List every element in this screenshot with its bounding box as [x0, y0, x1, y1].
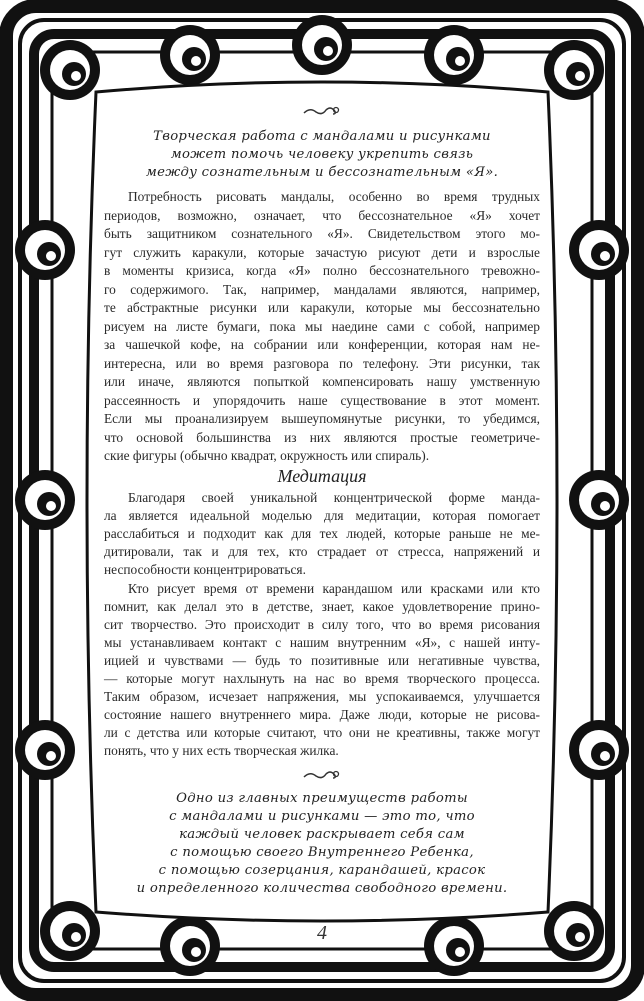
text-line: неспособности концентрироваться. [104, 562, 306, 578]
text-line: ские фигуры (обычно квадрат, окружность или спираль). [104, 448, 430, 463]
text-line: понять, что у них есть творческая жилка. [104, 743, 339, 759]
text-line: го содержимого. Так, например, мандалами являются, например, [104, 281, 540, 297]
quote-line: с мандалами и рисунками — это то, что [169, 809, 475, 824]
flourish-ornament-bottom [302, 768, 342, 782]
quote-line: может помочь человеку укрепить связь [170, 147, 474, 162]
quote-line: между сознательным и бессознательным «Я». [145, 165, 499, 180]
quote-line: Одно из главных преимуществ работы [176, 791, 468, 806]
text-line: состояние нашего внутреннего мира. Даже люди, которые не рисова- [104, 707, 540, 723]
text-line: периодов, возможно, означает, что бессознательное «Я» хочет [104, 207, 540, 223]
text-line: ицией и чувствами — будь то позитивные или негативные чувства, [104, 652, 540, 668]
quote-line: с помощью созерцания, карандашей, красок [158, 863, 486, 878]
text-line: или иначе, являются попыткой компенсировать нашу умственную [104, 374, 540, 389]
text-line: за чашечкой кофе, на собрании или конференции, которая нам не- [104, 337, 540, 352]
quote-line: и определенного количества свободного времени. [136, 881, 508, 896]
text-line: Если мы проанализируем вышеупомянутые рисунки, то убедимся, [104, 411, 540, 426]
text-line: что основой большинства из них являются простые геометриче- [104, 429, 540, 445]
page-number: 4 [317, 922, 327, 944]
text-line: рассеянность и упорядочить наше существование в этот момент. [104, 392, 540, 408]
text-line: сит творчество. Это происходит в силу того, что во время рисования [104, 616, 540, 632]
flourish-ornament-top [302, 104, 342, 118]
text-line: Таким образом, исчезает напряжения, мы успокаиваемся, улучшается [104, 689, 540, 705]
text-line: интересна, или во время разговора по телефону. Эти рисунки, так [104, 355, 540, 371]
text-line: мы устанавливаем контакт с нашим внутренним «Я», с нашей инту- [104, 634, 540, 650]
text-line: Благодаря своей уникальной концентрической форме манда- [128, 490, 540, 505]
text-line: ли с детства или которые считают, что они не креативны, также могут [104, 725, 540, 741]
text-line: — которые могут нахлынуть на нас во время творческого процесса. [104, 671, 540, 686]
text-line: дитировали, так и для тех, кто страдает от стресса, напряжений и [104, 544, 540, 560]
text-line: помнит, как делал это в детстве, знает, какое удовлетворение прино- [104, 598, 540, 614]
text-line: Потребность рисовать мандалы, особенно во время трудных [128, 189, 540, 204]
text-line: Кто рисует время от времени карандашом или красками или кто [128, 580, 540, 596]
text-line: расслабиться и подходит как для тех людей, которые раньше не ме- [104, 526, 540, 542]
text-line: в моменты кризиса, когда «Я» полно бессознательного тревожно- [104, 263, 540, 278]
quote-line: каждый человек раскрывает себя сам [179, 827, 465, 842]
text-line: гут служить каракули, которые зачастую рисуют дети и взрослые [104, 244, 540, 260]
text-line: ла является идеальной моделью для медитации, которая помогает [104, 508, 540, 524]
text-line: быть защитником сознательного «Я». Свидетельством этого мо- [104, 226, 540, 241]
text-line: рисуем на листе бумаги, пока мы наедине сами с собой, например [104, 318, 540, 334]
quote-line: Творческая работа с мандалами и рисунками [153, 129, 491, 144]
text-line: те абстрактные рисунки или каракули, которые мы бессознательно [104, 300, 540, 315]
quote-line: с помощью своего Внутреннего Ребенка, [170, 845, 474, 860]
section-heading-meditation: Медитация [277, 466, 367, 486]
